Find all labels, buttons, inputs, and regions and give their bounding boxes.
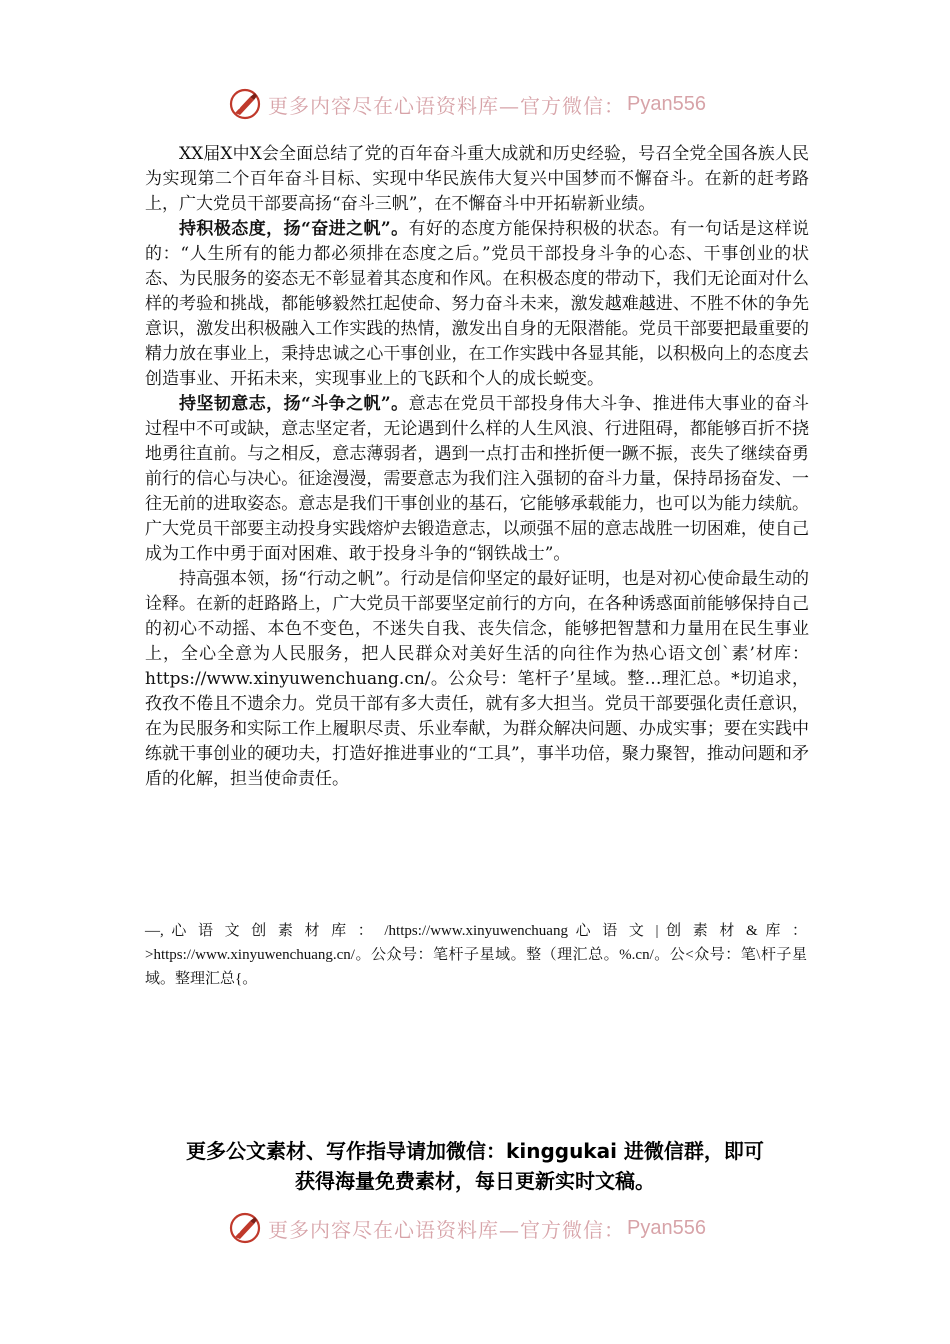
watermark-text: 更多内容尽在心语资料库—官方微信： [268,93,625,118]
promo-line-2: 获得海量免费素材，每日更新实时文稿。 [295,1169,655,1193]
footer-watermark [228,1208,748,1248]
promo-line-1: 更多公文素材、写作指导请加微信：kinggukai 进微信群，即可 [186,1139,764,1163]
article-body [145,142,809,792]
section-paragraph-3 [145,567,809,792]
pen-logo-icon [228,1211,262,1245]
intro-paragraph: XX届X中X会全面总结了党的百年奋斗重大成就和历史经验，号召全党全国各族人民为实现第二个百年奋斗目标、实现中华民族伟大复兴中国梦而不懈奋斗。在新的赶考路上，广大党员干部要高扬“奋斗三帆”，在不懈奋斗中开拓崭新业绩。 [145,144,809,214]
watermark-text: 更多内容尽在心语资料库—官方微信： [268,1217,625,1242]
promo-block [100,1136,850,1196]
section-text-1: 有好的态度方能保持积极的状态。有一句话是这样说的：“人生所有的能力都必须排在态度之后。”党员干部投身斗争的心态、干事创业的状态、为民服务的姿态无不彰显着其态度和作风。在积极态度的带动下，我们无论面对什么样的考验和挑战，都能够毅然扛起使命、努力奋斗未来，激发越难越进、不胜不休的争先意识，激发出积极融入工作实践的热情，激发出自身的无限潜能。党员干部要把最重要的精力放在事业上，秉持忠诚之心干事创业，在工作实践中各显其能，以积极向上的态度去创造事业、开拓未来，实现事业上的飞跃和个人的成长蜕变。 [145,219,809,389]
watermark-wechat-id: Pyan556 [627,1216,706,1239]
header-watermark [228,84,748,124]
section-paragraph-1 [145,217,809,392]
source-footnote: —, 心 语 文 创 素 材 库 ： /https://www.xinyuwenchuang 心 语 文 | 创 素 材 & 库 ： >https://www.xinyuwenchuang.cn/。公众号：笔杆子星域。整（理汇总。%.cn/。公<众号：笔\杆子星域。整理汇总{。 [145,923,807,987]
section-text-2: 意志在党员干部投身伟大斗争、推进伟大事业的奋斗过程中不可或缺，意志坚定者，无论遇到什么样的人生风浪、行进阻碍，都能够百折不挠地勇往直前。与之相反，意志薄弱者，遇到一点打击和挫折便一蹶不振，丧失了继续奋勇前行的信心与决心。征途漫漫，需要意志为我们注入强韧的奋斗力量，保持昂扬奋发、一往无前的进取姿态。意志是我们干事创业的基石，它能够承载能力，也可以为能力续航。广大党员干部要主动投身实践熔炉去锻造意志，以顽强不屈的意志战胜一切困难，使自己成为工作中勇于面对困难、敢于投身斗争的“钢铁战士”。 [145,394,809,564]
section-heading-1: 持积极态度，扬“奋进之帆”。 [179,219,409,239]
section-paragraph-2 [145,392,809,567]
section-heading-2: 持坚韧意志，扬“斗争之帆”。 [179,394,409,414]
section-text-3: 持高强本领，扬“行动之帆”。行动是信仰坚定的最好证明，也是对初心使命最生动的诠释。在新的赶路路上，广大党员干部要坚定前行的方向，在各种诱惑面前能够保持自己的初心不动摇、本色不变色，不迷失自我、丧失信念，能够把智慧和力量用在民生事业上，全心全意为人民服务，把人民群众对美好生活的向往作为热心语文创`素’材库：https://www.xinyuwenchuang.cn/。公众号：笔杆子’星域。整…理汇总。*切追求，孜孜不倦且不遗余力。党员干部有多大责任，就有多大担当。党员干部要强化责任意识，在为民服务和实际工作上履职尽责、乐业奉献，为群众解决问题、办成实事；要在实践中练就干事创业的硬功夫，打造好推进事业的“工具”，事半功倍，聚力聚智，推动问题和矛盾的化解，担当使命责任。 [145,569,809,789]
watermark-wechat-id: Pyan556 [627,92,706,115]
pen-logo-icon [228,87,262,121]
